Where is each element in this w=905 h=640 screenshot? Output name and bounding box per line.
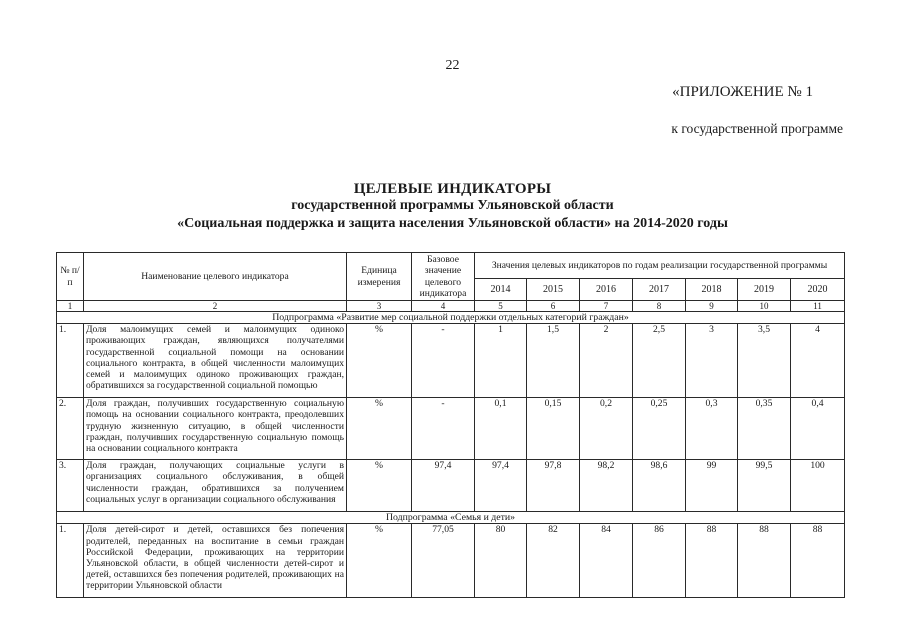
value-cell: 0,15 <box>527 398 580 460</box>
column-number: 9 <box>686 301 738 312</box>
indicator-name: Доля малоимущих семей и малоимущих одиноко проживающих граждан, являющихся получателями государственной социальной помощи на основании социального контракта, в общей численности малоимущих семей и малоимущих одиноко проживающих граждан, обратившихся за государственной социальной помощью <box>84 324 347 398</box>
value-cell: 84 <box>580 524 633 598</box>
column-number: 7 <box>580 301 633 312</box>
appendix-label: «ПРИЛОЖЕНИЕ № 1 <box>672 84 813 100</box>
value-cell: 80 <box>475 524 527 598</box>
value-cell: 88 <box>791 524 845 598</box>
table-row <box>57 398 845 460</box>
value-cell: 86 <box>633 524 686 598</box>
year-header: 2014 <box>475 279 527 301</box>
value-cell: 0,1 <box>475 398 527 460</box>
value-cell: 0,4 <box>791 398 845 460</box>
value-cell: 2,5 <box>633 324 686 398</box>
year-header: 2018 <box>686 279 738 301</box>
value-cell: 2 <box>580 324 633 398</box>
value-cell: 97,8 <box>527 460 580 512</box>
column-number: 8 <box>633 301 686 312</box>
unit-cell: % <box>347 524 412 598</box>
value-cell: 1 <box>475 324 527 398</box>
value-cell: 98,6 <box>633 460 686 512</box>
unit-cell: % <box>347 398 412 460</box>
row-number: 1. <box>57 324 84 398</box>
value-cell: 99 <box>686 460 738 512</box>
page-number: 22 <box>445 58 460 73</box>
value-cell: 98,2 <box>580 460 633 512</box>
table-row <box>57 324 845 398</box>
row-number: 3. <box>57 460 84 512</box>
year-header: 2015 <box>527 279 580 301</box>
subprogram-title: Подпрограмма «Развитие мер социальной поддержки отдельных категорий граждан» <box>57 312 845 324</box>
indicator-name: Доля граждан, получивших государственную социальную помощь на основании социального контракта, преодолевших трудную жизненную ситуацию, в общей численности граждан, получивших государственную социальную помощь на основании социального контракта <box>84 398 347 460</box>
value-cell: 100 <box>791 460 845 512</box>
value-cell: 0,25 <box>633 398 686 460</box>
column-number: 1 <box>57 301 84 312</box>
header-row <box>57 253 845 279</box>
column-number: 11 <box>791 301 845 312</box>
column-number-row <box>57 301 845 312</box>
year-header: 2017 <box>633 279 686 301</box>
value-cell: 0,35 <box>738 398 791 460</box>
indicators-table <box>56 252 845 598</box>
base-value-cell: 97,4 <box>412 460 475 512</box>
document-subtitle-program: государственной программы Ульяновской области <box>291 198 614 213</box>
base-value-cell: - <box>412 324 475 398</box>
column-number: 5 <box>475 301 527 312</box>
value-cell: 0,3 <box>686 398 738 460</box>
indicator-name: Доля детей-сирот и детей, оставшихся без попечения родителей, переданных на воспитание в семьи граждан Российской Федерации, проживающих на территории Ульяновской области, в общей численности детей-сирот и детей, оставшихся без попечения родителей, проживающих на территории Ульяновской области <box>84 524 347 598</box>
base-value-cell: - <box>412 398 475 460</box>
column-number: 4 <box>412 301 475 312</box>
subprogram-title: Подпрограмма «Семья и дети» <box>57 512 845 524</box>
subprogram-row <box>57 512 845 524</box>
row-number: 1. <box>57 524 84 598</box>
year-header: 2020 <box>791 279 845 301</box>
value-cell: 88 <box>686 524 738 598</box>
header-unit: Единица измерения <box>347 253 412 301</box>
value-cell: 0,2 <box>580 398 633 460</box>
header-name: Наименование целевого индикатора <box>84 253 347 301</box>
column-number: 6 <box>527 301 580 312</box>
header-num: № п/п <box>57 253 84 301</box>
value-cell: 88 <box>738 524 791 598</box>
row-number: 2. <box>57 398 84 460</box>
base-value-cell: 77,05 <box>412 524 475 598</box>
table-row <box>57 524 845 598</box>
year-header: 2016 <box>580 279 633 301</box>
program-reference: к государственной программе <box>671 121 843 136</box>
header-values-group: Значения целевых индикаторов по годам реализации государственной программы <box>475 253 845 279</box>
value-cell: 82 <box>527 524 580 598</box>
value-cell: 97,4 <box>475 460 527 512</box>
unit-cell: % <box>347 324 412 398</box>
value-cell: 3 <box>686 324 738 398</box>
column-number: 10 <box>738 301 791 312</box>
document-title: ЦЕЛЕВЫЕ ИНДИКАТОРЫ <box>353 181 552 197</box>
table-row <box>57 460 845 512</box>
column-number: 2 <box>84 301 347 312</box>
unit-cell: % <box>347 460 412 512</box>
year-header: 2019 <box>738 279 791 301</box>
value-cell: 99,5 <box>738 460 791 512</box>
value-cell: 4 <box>791 324 845 398</box>
header-base: Базовое значение целевого индикатора <box>412 253 475 301</box>
document-subtitle-name: «Социальная поддержка и защита населения Ульяновской области» на 2014-2020 годы <box>177 216 728 231</box>
value-cell: 1,5 <box>527 324 580 398</box>
subprogram-row <box>57 312 845 324</box>
value-cell: 3,5 <box>738 324 791 398</box>
indicator-name: Доля граждан, получающих социальные услуги в организациях социального обслуживания, в общей численности граждан, обратившихся за получением социальных услуг в организации социального обслуживания <box>84 460 347 512</box>
column-number: 3 <box>347 301 412 312</box>
